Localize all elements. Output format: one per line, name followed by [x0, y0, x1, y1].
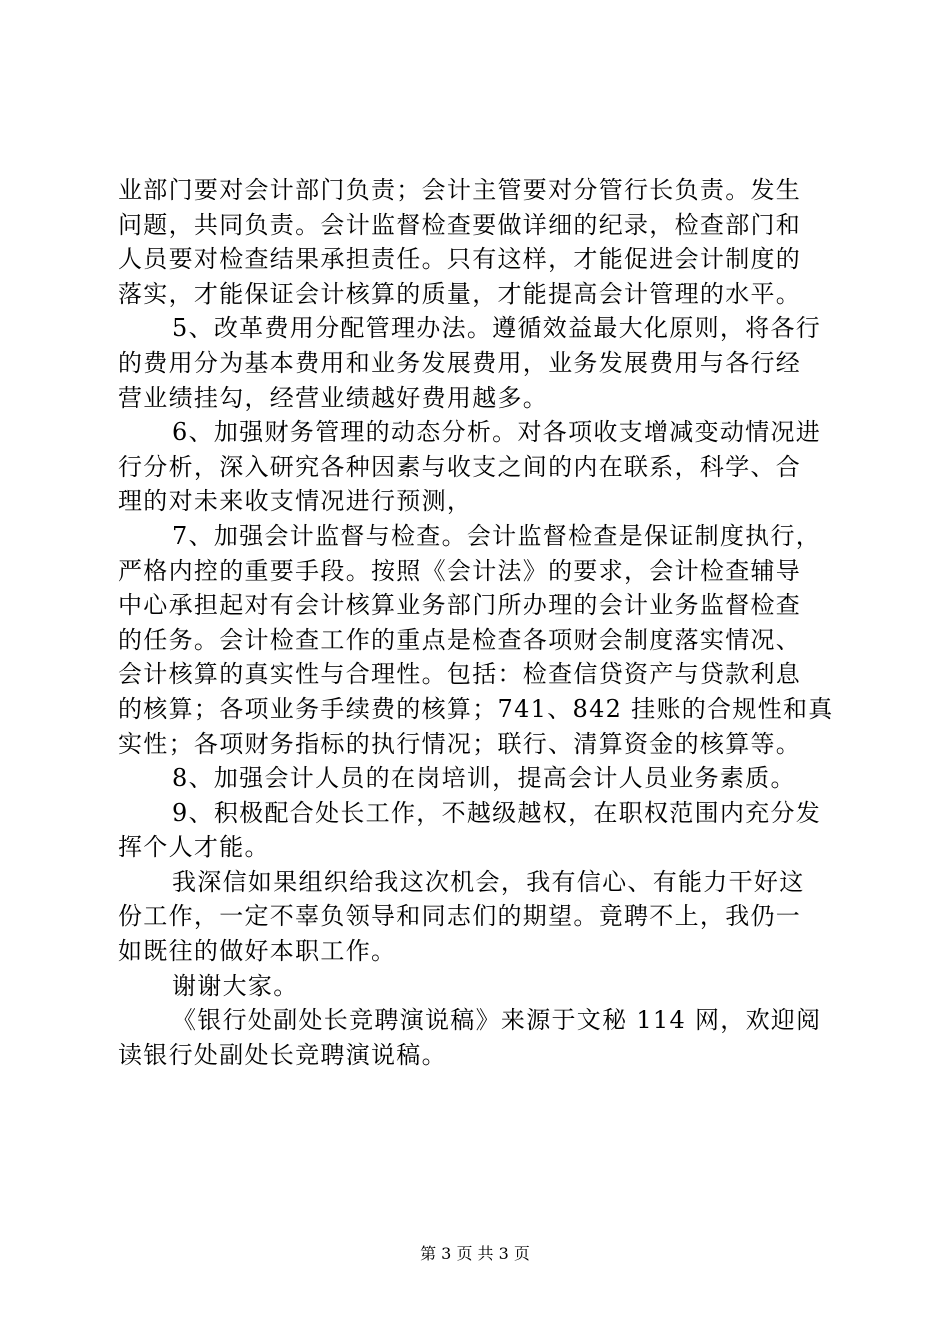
text-line: 5、改革费用分配管理办法。遵循效益最大化原则，将各行 [172, 314, 822, 343]
text-line: 业部门要对会计部门负责；会计主管要对分管行长负责。发生 [118, 176, 802, 204]
page-number: 第 3 页 共 3 页 [420, 1244, 530, 1263]
text-line: 9、积极配合处长工作，不越级越权，在职权范围内充分发 [172, 798, 822, 827]
text-line: 中心承担起对有会计核算业务部门所办理的会计业务监督检查 [118, 591, 802, 620]
text-line: 7、加强会计监督与检查。会计监督检查是保证制度执行， [172, 521, 822, 550]
text-line: 落实，才能保证会计核算的质量，才能提高会计管理的水平。 [118, 279, 802, 308]
text-line: 谢谢大家。 [172, 971, 299, 1000]
text-line: 《银行处副处长竞聘演说稿》来源于文秘 114 网，欢迎阅 [172, 1006, 822, 1035]
document-body [118, 173, 838, 1072]
text-line: 挥个人才能。 [118, 833, 270, 862]
page-footer [0, 1244, 950, 1264]
text-line: 营业绩挂勾，经营业绩越好费用越多。 [118, 383, 549, 412]
text-line: 读银行处副处长竞聘演说稿。 [118, 1040, 447, 1069]
text-line: 8、加强会计人员的在岗培训，提高会计人员业务素质。 [172, 764, 796, 793]
text-line: 严格内控的重要手段。按照《会计法》的要求，会计检查辅导 [118, 556, 802, 585]
text-line: 行分析，深入研究各种因素与收支之间的内在联系，科学、合 [118, 452, 802, 481]
text-line: 问题，共同负责。会计监督检查要做详细的纪录，检查部门和 [118, 210, 802, 239]
text-line: 人员要对检查结果承担责任。只有这样，才能促进会计制度的 [118, 245, 802, 274]
text-line: 理的对未来收支情况进行预测， [118, 487, 473, 516]
text-line: 我深信如果组织给我这次机会，我有信心、有能力干好这 [172, 867, 805, 896]
text-line: 会计核算的真实性与合理性。包括：检查信贷资产与贷款利息 [118, 660, 802, 689]
text-line: 的任务。会计检查工作的重点是检查各项财会制度落实情况、 [118, 625, 802, 654]
text-line: 的费用分为基本费用和业务发展费用，业务发展费用与各行经 [118, 348, 802, 377]
text-line: 如既往的做好本职工作。 [118, 937, 397, 966]
text-line: 的核算；各项业务手续费的核算；741、842 挂账的合规性和真 [118, 694, 834, 723]
text-line: 6、加强财务管理的动态分析。对各项收支增减变动情况进 [172, 418, 822, 447]
text-line: 实性；各项财务指标的执行情况；联行、清算资金的核算等。 [118, 729, 802, 758]
text-line: 份工作，一定不辜负领导和同志们的期望。竟聘不上，我仍一 [118, 902, 802, 931]
